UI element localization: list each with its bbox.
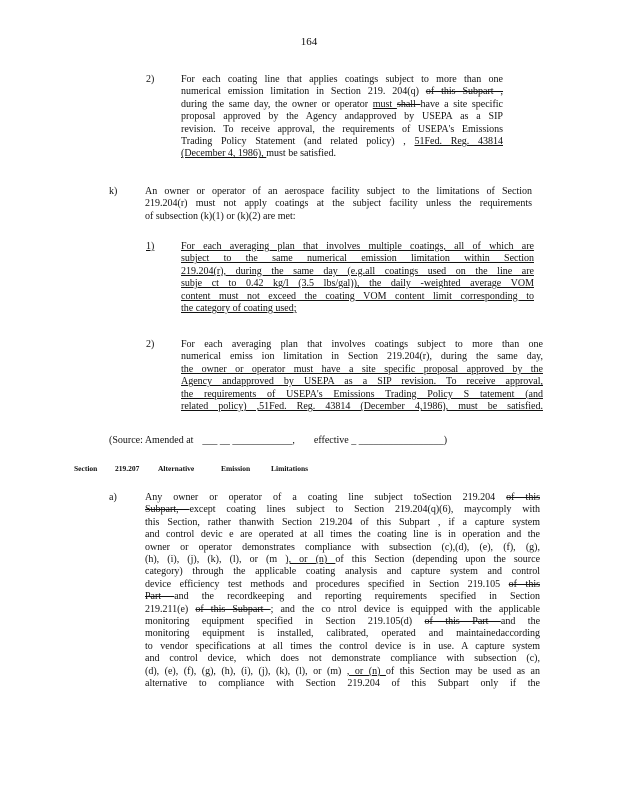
text-line (145, 579, 540, 591)
text-line (181, 266, 534, 278)
text-segment: Trading Policy Statement (and related policy) , (181, 136, 415, 148)
text-line (181, 99, 503, 111)
text-line (181, 389, 543, 401)
text-segment: the requirements of USEPA's Emissions Trading Policy S tatement (and (181, 388, 543, 400)
text-segment: (d), (e), (f), (g), (h), (i), (j), (k), (l), or (m) (145, 665, 347, 677)
text-segment: to vendor specifications at all times the control device is in use. A capture system (145, 640, 540, 652)
text-line (145, 186, 532, 198)
text-segment: Agency andapproved by USEPA as a SIP revision. To receive approval, (181, 376, 543, 388)
text-line (181, 86, 503, 98)
text-segment: alternative to compliance with Section 219.204 of this Subpart only if the (145, 678, 540, 690)
section-title-word-2: Emission (221, 464, 251, 473)
text-line (181, 148, 503, 160)
item-a-marker: a) (109, 492, 117, 503)
text-line (145, 517, 540, 529)
text-segment: of this Section (depending upon the source (335, 554, 541, 566)
text-line (181, 136, 503, 148)
section-number: 219.207 (115, 464, 140, 473)
text-line (145, 591, 540, 603)
text-segment: category) through the applicable coating analysis and capture system and control (145, 566, 540, 578)
text-line (181, 124, 503, 136)
text-segment: content must not exceed the coating VOM content limit corresponding to (181, 290, 534, 302)
text-segment: and the (500, 616, 541, 628)
text-segment: related policy) ,51Fed. Reg. 43814 (December 4,1986), must be satisfied. (181, 401, 543, 413)
text-line (181, 364, 543, 376)
text-segment: monitoring equipment specified in Section 219.105(d) (145, 616, 425, 628)
text-segment: ; and the co ntrol device is equipped with the applicable (270, 603, 540, 615)
section-label: Section (74, 464, 98, 473)
text-line (181, 351, 543, 363)
text-line (145, 566, 540, 578)
item-k-text (145, 186, 532, 223)
text-line (145, 529, 540, 541)
text-segment: must (372, 98, 397, 110)
text-segment: monitoring equipment is installed, calibrated, operated and maintainedaccording (145, 628, 540, 640)
item-k2-marker: 2) (146, 339, 155, 350)
source-effective: effective (313, 435, 349, 446)
text-line (181, 376, 543, 388)
text-line (145, 211, 532, 223)
text-segment: the owner or operator must have a site specific proposal approved by the (181, 363, 543, 375)
text-segment: and control device, which does not demonstrate compliance with subsection (c), (145, 653, 540, 665)
text-segment: An owner or operator of an aerospace facility subject to the limitations of Section (145, 186, 532, 197)
source-note (109, 435, 509, 447)
text-segment: Part (145, 591, 175, 603)
text-segment: (December 4, 1986), (181, 148, 267, 160)
text-line (181, 291, 534, 303)
text-segment: 219.211(e) (145, 603, 196, 615)
text-line (145, 542, 540, 554)
text-segment: device efficiency test methods and procedures specified in Section 219.105 (145, 578, 509, 590)
text-segment: ), or (n) (285, 554, 336, 566)
source-prefix: (Source: Amended at (109, 435, 194, 446)
source-blank-effective: _ _________________) (351, 435, 448, 446)
text-segment: , or (n) (346, 665, 386, 677)
text-segment: of this Part (424, 616, 501, 628)
text-segment: and control devic e are operated at all times the coating line is in operation and the (145, 529, 540, 541)
text-segment: 51Fed. Reg. 43814 (414, 136, 503, 148)
text-line (145, 198, 532, 210)
text-segment: shall (396, 98, 421, 110)
text-line (181, 241, 534, 253)
section-title-word-3: Limitations (271, 464, 309, 473)
text-segment: For each averaging plan that involves multiple coatings, all of which are (181, 241, 534, 252)
page-number: 164 (300, 36, 318, 48)
item-k1-text (181, 241, 534, 315)
text-segment: during the same day, the owner or operator (181, 98, 373, 110)
text-segment: (h), (i), (j), (k), (l), or (m (145, 554, 286, 566)
text-segment: of this (508, 578, 540, 590)
item-a-text (145, 492, 540, 691)
source-blank-date: ___ __ ____________, (202, 435, 295, 446)
item-k-marker: k) (109, 186, 118, 197)
text-segment: must be satisfied. (266, 148, 336, 160)
text-segment: proposal approved by the Agency andapproved by USEPA as a SIP (181, 111, 503, 123)
text-line (145, 492, 540, 504)
text-line (181, 339, 543, 351)
text-segment: subje ct to 0.42 kg/l (3.5 lbs/gal)), the daily -weighted average VOM (181, 278, 534, 290)
text-segment: numerical emiss ion limitation in Section 219.204(r), during the same day, (181, 351, 543, 363)
text-segment: of this Section may be used as an (385, 665, 540, 677)
text-line (181, 278, 534, 290)
text-line (145, 616, 540, 628)
text-segment: of this (506, 492, 540, 503)
text-line (145, 628, 540, 640)
text-segment: of this Subpart (195, 603, 271, 615)
text-line (145, 666, 540, 678)
text-segment: and the recordkeeping and reporting requirements specified in Section (174, 591, 541, 603)
text-line (181, 303, 534, 315)
text-segment: For each coating line that applies coatings subject to more than one (181, 74, 503, 85)
text-line (145, 504, 540, 516)
text-segment: owner or operator demonstrates compliance with subsection (c),(d), (e), (f), (g), (145, 541, 540, 553)
text-segment: For each averaging plan that involves coatings subject to more than one (181, 339, 543, 350)
text-segment: of subsection (k)(1) or (k)(2) are met: (145, 210, 296, 222)
item-k1-marker: 1) (146, 241, 155, 252)
text-segment: subject to the same numerical emission limitation within Section (181, 253, 534, 265)
text-segment: 219.204(r) must not apply coatings at the subject facility unless the requirements (145, 198, 532, 210)
text-segment: the category of coating used; (181, 303, 297, 315)
text-segment: this Section, rather thanwith Section 219.204 of this Subpart , if a capture system (145, 516, 540, 528)
text-segment: have a site specific (420, 98, 503, 110)
section-title-word-1: Alternative (158, 464, 195, 473)
text-line (181, 401, 543, 413)
text-line (145, 678, 540, 690)
text-segment: 219.204(r), during the same day (e.g.all coatings used on the line are (181, 265, 534, 277)
text-line (181, 253, 534, 265)
text-line (145, 641, 540, 653)
item-2-marker: 2) (146, 74, 155, 85)
text-line (181, 111, 503, 123)
text-segment: Subpart, (145, 504, 190, 516)
text-line (145, 653, 540, 665)
text-segment: Any owner or operator of a coating line subject toSection 219.204 (145, 492, 507, 503)
item-2-text (181, 74, 503, 161)
text-segment: numerical emission limitation in Section 219. 204(q) (181, 86, 426, 98)
item-k2-text (181, 339, 543, 413)
text-line (181, 74, 503, 86)
text-segment: except coating lines subject to Section 219.204(q)(6), maycomply with (189, 504, 540, 516)
text-line (145, 554, 540, 566)
text-line (145, 604, 540, 616)
text-segment: revision. To receive approval, the requirements of USEPA's Emissions (181, 123, 503, 135)
text-segment: of this Subpart , (425, 86, 504, 98)
